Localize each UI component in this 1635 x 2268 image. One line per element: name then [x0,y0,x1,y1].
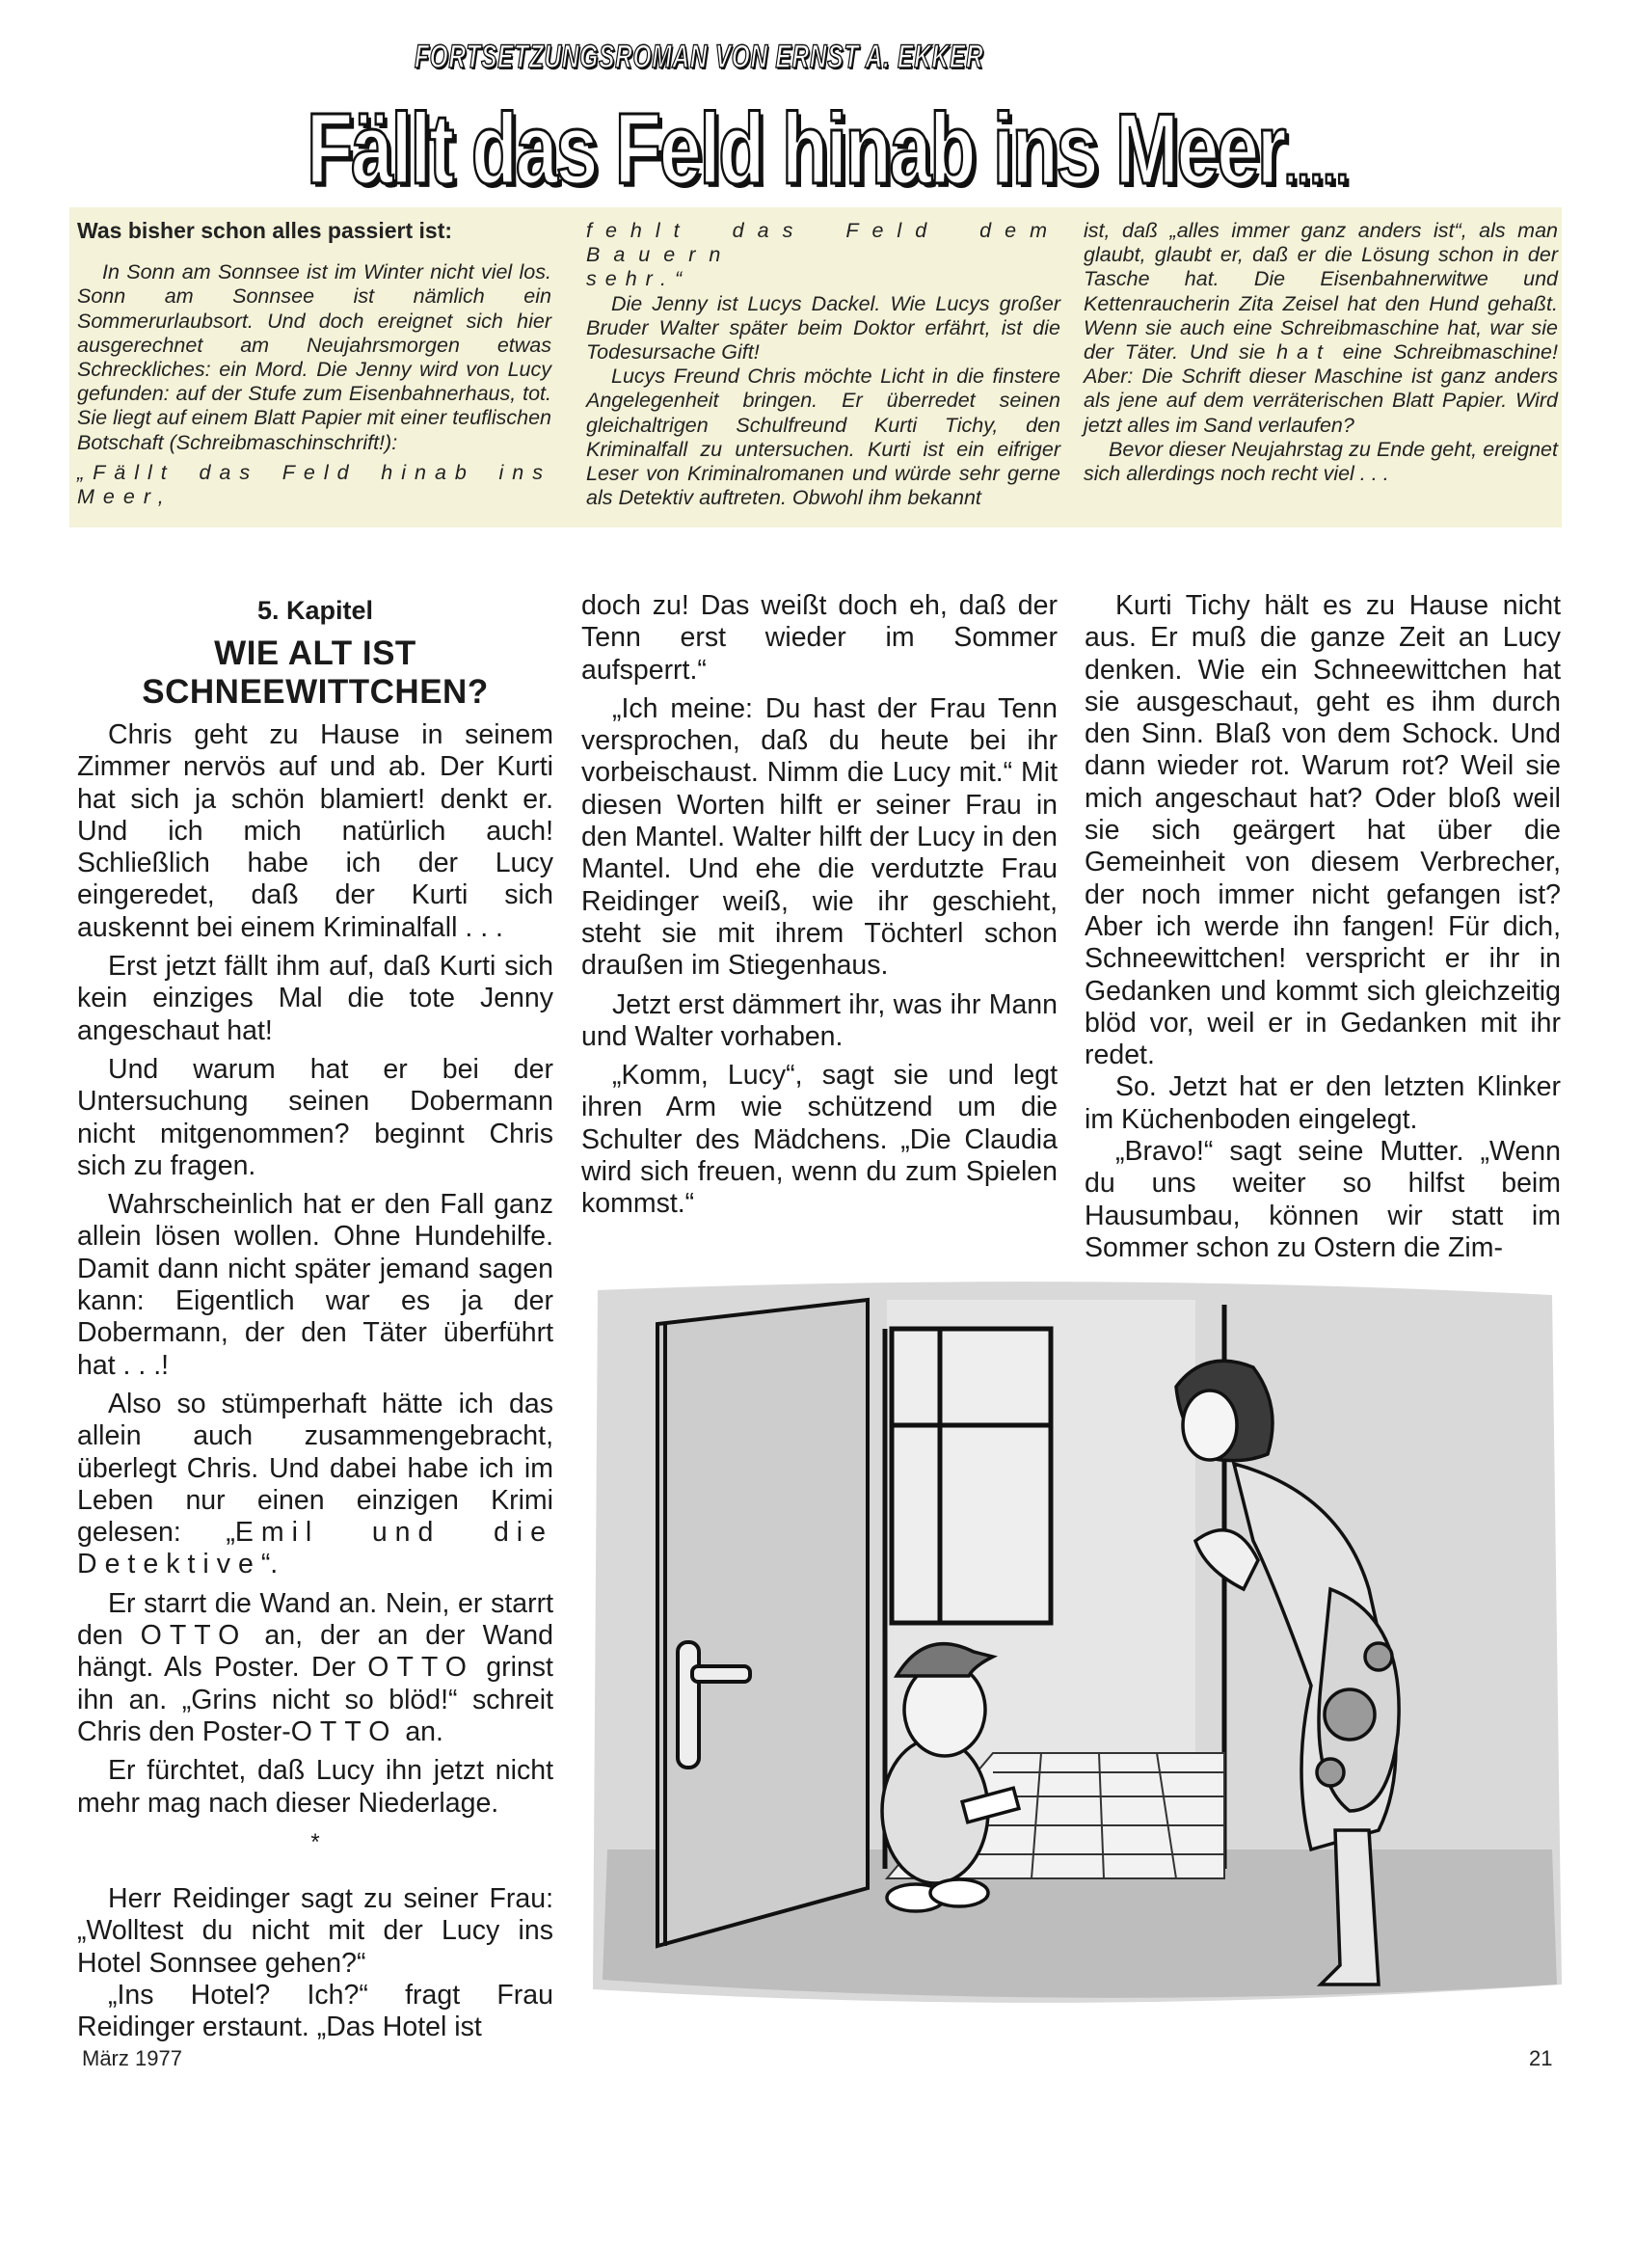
body-text: an. [397,1715,443,1747]
recap-paragraph [1084,219,1558,438]
body-text: grinst ihn an. „Grins nicht so blöd!“ schreit Chris den Poster- [77,1652,553,1747]
recap-paragraph: In Sonn am Sonnsee ist im Winter nicht viel los. Sonn am Sonnsee ist nämlich ein Sommerurlaubsort. Und doch ereignet sich hier ausgerechnet am Neujahrsmorgen etwas Schreckliches: ein Mord. Die Jenny wird von Lucy gefunden: auf der Stufe zum Eisenbahnerhaus, tot. Sie liegt auf einem Blatt Papier mit einer teuflischen Botschaft (Schreibmaschinschrift!): [77,260,551,454]
body-paragraph: „Ins Hotel? Ich?“ fragt Frau Reidinger erstaunt. „Das Hotel ist [77,1979,553,2043]
page-number: 21 [1529,2046,1553,2070]
recap-paragraph: Bevor dieser Neujahrstag zu Ende geht, ereignet sich allerdings noch recht viel . . . [1084,437,1558,486]
body-column-2 [581,590,1058,1228]
headline-dots: ..... [1284,131,1350,196]
body-paragraph: Chris geht zu Hause in seinem Zimmer nervös auf und ab. Der Kurti hat sich ja schön blamiert! denkt er. Und ich mich natürlich auch! Schließlich habe ich der Lucy eingeredet, daß der Kurti sich auskennt bei einem Kriminalfall . . . [77,719,553,943]
otto-name: OTTO [367,1652,474,1684]
recap-text: ist, daß „alles immer ganz anders ist“, als man glaubt, glaubt er, daß er die Lösung schon in der Tasche hat. Die Eisenbahnerwitwe und Kettenraucherin Zita Zeisel hat den Hund gehaßt. Wenn sie auch eine Schreibmaschine hat, war sie der Täter. Und sie [1084,219,1558,364]
headline-text: Fällt das Feld hinab ins Meer [307,94,1285,205]
section-separator: * [310,1828,320,1855]
body-paragraph: „Ich meine: Du hast der Frau Tenn versprochen, daß du heute bei ihr vorbeischaust. Nimm die Lucy mit.“ Mit diesen Worten hilft er seiner Frau in den Mantel. Walter hilft der Lucy in den Mantel. Und ehe die verdutzte Frau Reidinger weiß, wie ihr geschieht, steht sie mit ihrem Töchterl schon draußen im Stiegenhaus. [581,692,1058,982]
story-illustration [578,1271,1581,2023]
body-text: Er starrt die Wand an. Nein, er starrt den [77,1587,553,1652]
book-title: Emil und die Detektive [77,1517,553,1580]
body-paragraph: Erst jetzt fällt ihm auf, daß Kurti sich kein einziges Mal die tote Jenny angeschaut hat! [77,951,553,1046]
body-paragraph: Wahrscheinlich hat er den Fall ganz allein lösen wollen. Ohne Hundehilfe. Damit dann nicht später jemand sagen kann: Eigentlich war es ja der Dobermann, der den Täter überführt hat . . .! [77,1189,553,1381]
recap-emphasis: hat [1276,340,1332,364]
body-paragraph: So. Jetzt hat er den letzten Klinker im Küchenboden eingelegt. [1085,1071,1561,1135]
recap-column-3 [1084,219,1558,486]
recap-text: eine Schreibmaschine! Aber: Die Schrift dieser Maschine ist ganz anders als jene auf dem verräterischen Blatt Papier. Wird jetzt alles im Sand verlaufen? [1084,340,1558,437]
body-text: “. [260,1549,279,1580]
recap-paragraph: Lucys Freund Chris möchte Licht in die finstere Angelegenheit bringen. Er überredet seinen gleichaltrigen Schulfreund Kurti Tichy, den Kriminalfall zu untersuchen. Kurti ist ein eifriger Leser von Kriminalromanen und würde sehr gerne als Detektiv auftreten. Obwohl ihm bekannt [586,364,1060,510]
body-column-3 [1085,590,1561,1271]
body-paragraph: „Komm, Lucy“, sagt sie und legt ihren Arm wie schützend um die Schulter des Mädchens. „Die Claudia wird sich freuen, wenn du zum Spielen kommst.“ [581,1060,1058,1220]
body-paragraph: Jetzt erst dämmert ihr, was ihr Mann und Walter vorhaben. [581,988,1058,1052]
recap-quote-start: „Fällt das Feld hinab ins Meer, [77,460,551,509]
body-paragraph: doch zu! Das weißt doch eh, daß der Tenn erst wieder im Sommer aufsperrt.“ [581,590,1058,686]
recap-quote-end: fehlt das Feld dem Bauern [586,219,1060,267]
body-paragraph: Und warum hat er bei der Untersuchung seinen Dobermann nicht mitgenommen? beginnt Chris sich zu fragen. [77,1053,553,1181]
series-kicker: FORTSETZUNGSROMAN VON ERNST A. EKKER [415,39,984,75]
chapter-number: 5. Kapitel [256,596,374,625]
recap-title: Was bisher schon alles passiert ist: [77,218,453,243]
body-paragraph: Er fürchtet, daß Lucy ihn jetzt nicht mehr mag nach dieser Niederlage. [77,1755,553,1819]
body-paragraph [77,1588,553,1748]
recap-paragraph: Die Jenny ist Lucys Dackel. Wie Lucys großer Bruder Walter später beim Doktor erfährt, ist die Todesursache Gift! [586,291,1060,364]
body-paragraph: Herr Reidinger sagt zu seiner Frau: „Wolltest du nicht mit der Lucy ins Hotel Sonnsee gehen?“ [77,1883,553,1979]
body-paragraph [77,1389,553,1581]
recap-column-2 [586,219,1060,510]
issue-date: März 1977 [82,2046,182,2070]
body-text: Also so stümperhaft hätte ich das allein auch zusammengebracht, überlegt Chris. Und dabei habe ich im Leben nur einen einzigen Krimi gelesen: „ [77,1388,553,1549]
body-paragraph: „Bravo!“ sagt seine Mutter. „Wenn du uns weiter so hilfst beim Hausumbau, können wir statt im Sommer schon zu Ostern die Zim- [1085,1136,1561,1263]
body-paragraph: Kurti Tichy hält es zu Hause nicht aus. Er muß die ganze Zeit an Lucy denken. Wie ein Schneewittchen hat sie ausgeschaut, geht es ihm durch den Sinn. Blaß von dem Schock. Und dann wieder rot. Warum rot? Weil sie mich angeschaut hat? Oder bloß weil sie sich geärgert hat über die Gemeinheit von diesem Verbrecher, der noch immer nicht gefangen ist? Aber ich werde ihn fangen! Für dich, Schneewittchen! verspricht er ihr in Gedanken und kommt sich gleichzeitig blöd vor, weil er in Gedanken mit ihr redet. [1085,590,1561,1071]
recap-quote-end-2: sehr.“ [586,267,691,291]
recap-box [69,207,1562,527]
chapter-title-line-2: SCHNEEWITTCHEN? [142,673,489,711]
otto-name: OTTO [140,1620,248,1652]
body-text: an, der an der Wand hängt. Als Poster. Der [77,1620,553,1684]
door [656,1271,868,1946]
chapter-title [77,634,553,712]
otto-name: OTTO [290,1715,398,1747]
chapter-title-line-1: WIE ALT IST [214,634,416,672]
headline [307,94,1350,205]
body-column-1 [77,594,553,2051]
recap-column-1 [77,219,551,509]
